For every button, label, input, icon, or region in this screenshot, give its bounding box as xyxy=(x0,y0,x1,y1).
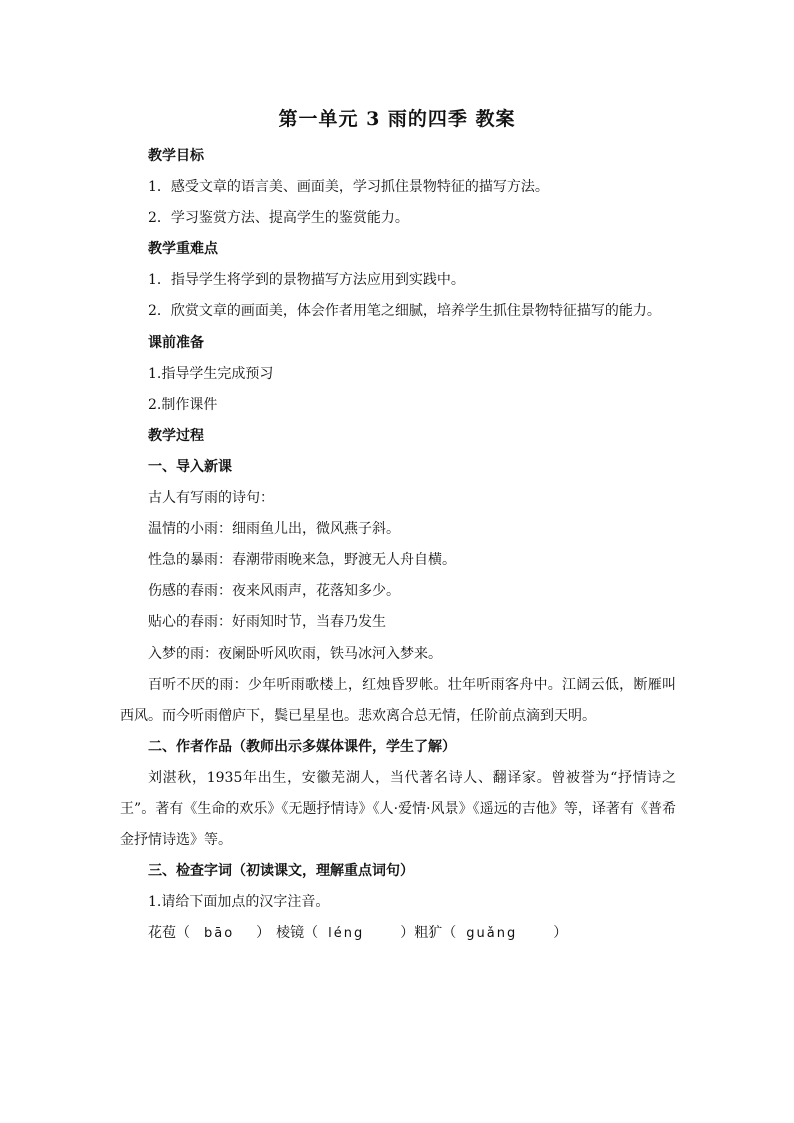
lesson-content xyxy=(120,141,676,949)
part3-heading: 三、检查字词（初读课文，理解重点词句） xyxy=(148,863,414,880)
poem-line: 温情的小雨：细雨鱼儿出，微风燕子斜。 xyxy=(148,521,400,538)
author-paragraph: 刘湛秋，1935年出生，安徽芜湖人，当代著名诗人、翻译家。曾被誉为“抒情诗之王”。著有《生命的欢乐》《无题抒情诗》《人·爱情·风景》《遥远的吉他》等，译著有《普希金抒情诗选》等。 xyxy=(120,769,676,849)
paren-close: ） xyxy=(400,925,415,942)
prep-heading: 课前准备 xyxy=(148,334,204,351)
prep-item: 2.制作课件 xyxy=(148,396,218,413)
rain-paragraph: 百听不厌的雨：少年听雨歌楼上，红烛昏罗帐。壮年听雨客舟中。江阔云低，断雁叫西风。而今听雨僧庐下，鬓已星星也。悲欢离合总无情，任阶前点滴到天明。 xyxy=(120,676,676,724)
prep-item: 1.指导学生完成预习 xyxy=(148,365,274,382)
paren-open: （ xyxy=(442,925,457,942)
paren-close: ） xyxy=(256,925,271,942)
process-heading: 教学过程 xyxy=(148,427,204,444)
page-title: 第一单元 3 雨的四季 教案 xyxy=(278,108,516,130)
key-point-item: 2．欣赏文章的画面美，体会作者用笔之细腻，培养学生抓住景物特征描写的能力。 xyxy=(148,303,661,320)
goal-item: 1．感受文章的语言美、画面美，学习抓住景物特征的描写方法。 xyxy=(148,179,549,196)
poem-line: 古人有写雨的诗句： xyxy=(148,490,274,507)
pinyin-answer: bāo xyxy=(204,926,235,942)
key-points-heading: 教学重难点 xyxy=(148,241,218,258)
pinyin-answer: léng xyxy=(328,926,365,942)
part2-heading: 二、作者作品（教师出示多媒体课件，学生了解） xyxy=(148,738,456,755)
pinyin-answer: guǎng xyxy=(466,926,518,942)
pinyin-word: 花苞 xyxy=(148,925,176,942)
part1-heading: 一、导入新课 xyxy=(148,458,232,475)
pinyin-word: 棱镜 xyxy=(276,925,305,942)
poem-line: 入梦的雨：夜阑卧听风吹雨，铁马冰河入梦来。 xyxy=(148,645,442,662)
goal-item: 2．学习鉴赏方法、提高学生的鉴赏能力。 xyxy=(148,210,409,227)
paren-open: （ xyxy=(304,925,319,942)
pinyin-row xyxy=(120,918,676,949)
pinyin-task: 1.请给下面加点的汉字注音。 xyxy=(148,894,330,911)
poem-line: 贴心的春雨：好雨知时节，当春乃发生 xyxy=(148,614,386,631)
paren-close: ） xyxy=(553,925,568,942)
goals-heading: 教学目标 xyxy=(148,148,204,164)
key-point-item: 1．指导学生将学到的景物描写方法应用到实践中。 xyxy=(148,272,465,289)
poem-line: 伤感的春雨：夜来风雨声，花落知多少。 xyxy=(148,583,400,600)
poem-line: 性急的暴雨：春潮带雨晚来急，野渡无人舟自横。 xyxy=(148,552,456,569)
pinyin-word: 粗犷 xyxy=(414,925,443,942)
paren-open: （ xyxy=(176,925,190,942)
